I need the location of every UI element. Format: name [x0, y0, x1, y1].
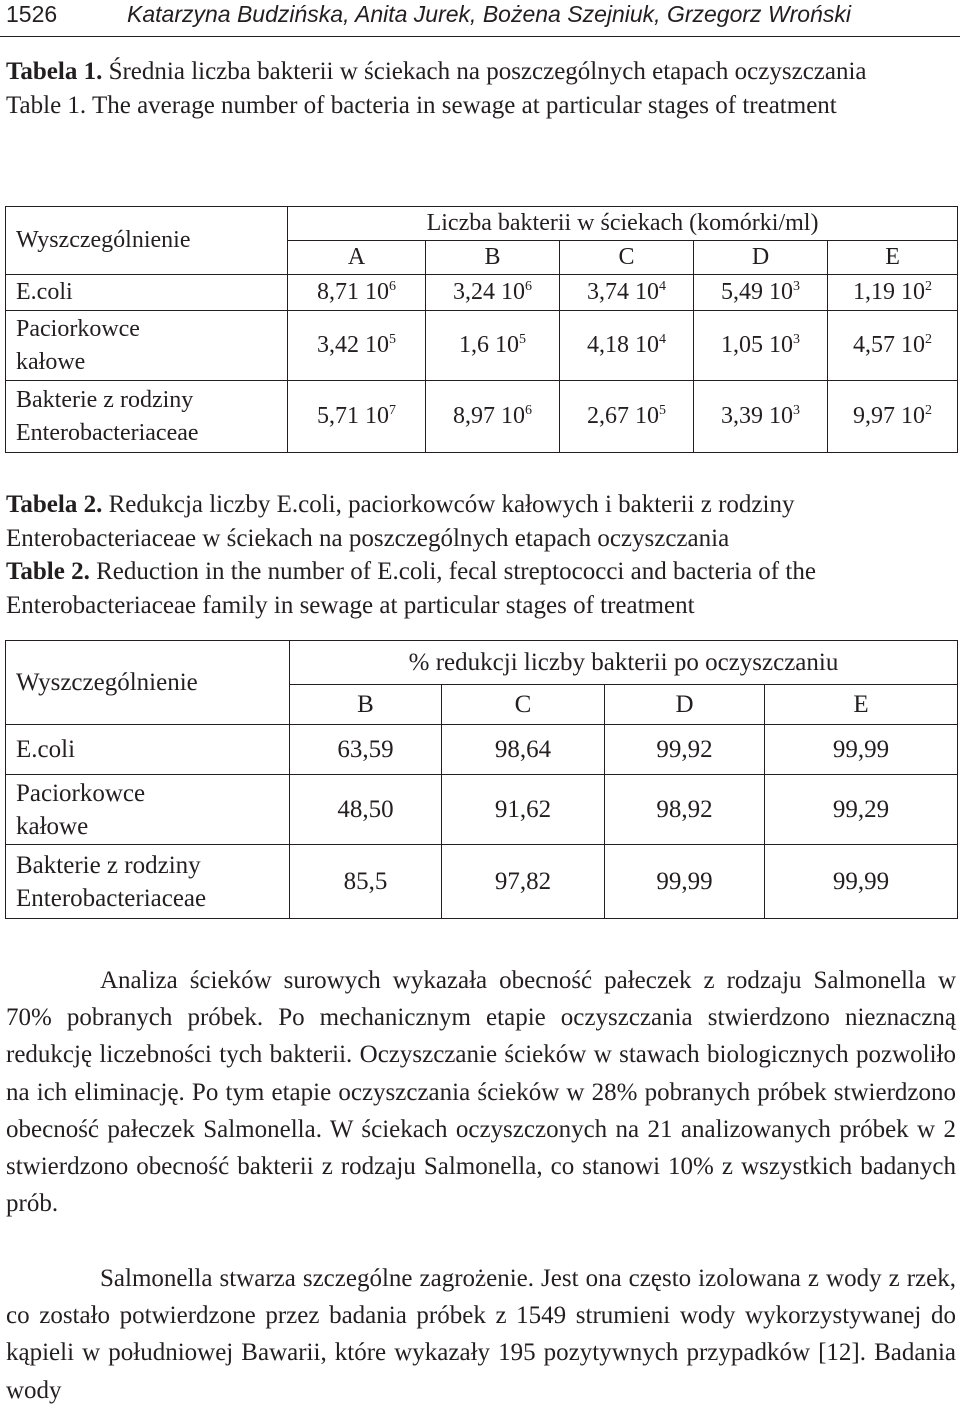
- table2-caption: [6, 488, 946, 622]
- table2-col-header: C: [442, 685, 605, 725]
- body-paragraph: Analiza ścieków surowych wykazała obecność pałeczek z rodzaju Salmonella w 70% pobranych próbek. Po mechanicznym etapie oczyszczania stwierdzono nieznaczną redukcję liczebności tych bakterii. Oczyszczanie ścieków w stawach biologicznych pozwoliło na ich eliminację. Po tym etapie oczyszczania ścieków w 28% pobranych próbek stwierdzono obecność pałeczek Salmonella. W ściekach oczyszczonych na 21 analizowanych próbek w 2 stwierdzono obecność bakterii z rodzaju Salmonella, co stanowi 10% z wszystkich badanych prób.: [6, 967, 956, 1218]
- table1-caption-pl-text: Średnia liczba bakterii w ściekach na poszczególnych etapach oczyszczania: [102, 58, 867, 85]
- table1-caption-pl-label: Tabela 1.: [6, 58, 103, 85]
- table-cell: 8,71 $10^6$: [288, 275, 426, 311]
- table1-caption-pl: [6, 55, 946, 89]
- row-label: Paciorkowce kałowe: [6, 775, 290, 845]
- table2-caption-pl-text: Redukcja liczby E.coli, paciorkowców kałowych i bakterii z rodziny Enterobacteriaceae w ściekach na poszczególnych etapach oczyszczania: [6, 491, 795, 552]
- row-label: Paciorkowce kałowe: [6, 311, 288, 381]
- table2-caption-pl-label: Tabela 2.: [6, 491, 103, 518]
- table-cell: 99,99: [605, 845, 765, 919]
- table-cell: 2,67 $10^5$: [560, 381, 694, 453]
- table-cell: 91,62: [442, 775, 605, 845]
- table-cell: 3,42 $10^5$: [288, 311, 426, 381]
- table1-col-header: B: [426, 241, 560, 275]
- table2-row-header: Wyszczególnienie: [6, 641, 290, 725]
- table-row: [6, 311, 958, 381]
- page-number: 1526: [6, 1, 58, 27]
- table-cell: 1,05 $10^3$: [694, 311, 828, 381]
- table-row: [6, 275, 958, 311]
- table2-header-row: [6, 641, 958, 685]
- table-row: [6, 775, 958, 845]
- table2-caption-en-text: Reduction in the number of E.coli, fecal streptococci and bacteria of the Enterobacteriaceae family in sewage at particular stages of treatment: [6, 558, 816, 619]
- table-cell: 99,92: [605, 725, 765, 775]
- table-cell: 5,71 $10^7$: [288, 381, 426, 453]
- table1-col-header: D: [694, 241, 828, 275]
- table-cell: 4,57 $10^2$: [828, 311, 958, 381]
- table-cell: 4,18 $10^4$: [560, 311, 694, 381]
- table-cell: 3,24 $10^6$: [426, 275, 560, 311]
- table-cell: 9,97 $10^2$: [828, 381, 958, 453]
- table2-caption-pl: [6, 488, 946, 555]
- table1-col-header: E: [828, 241, 958, 275]
- table-row: [6, 381, 958, 453]
- table-cell: 1,6 $10^5$: [426, 311, 560, 381]
- table1-header-row: [6, 207, 958, 241]
- body-paragraph: Salmonella stwarza szczególne zagrożenie. Jest ona często izolowana z wody z rzek, co zostało potwierdzone przez badania próbek z 1549 strumieni wody wykorzystywanej do kąpieli w południowej Bawarii, które wykazały 195 pozytywnych przypadków [12]. Badania wody: [6, 1265, 956, 1404]
- table-cell: 1,19 $10^2$: [828, 275, 958, 311]
- running-header: [0, 0, 960, 30]
- table2-group-header: % redukcji liczby bakterii po oczyszczaniu: [290, 641, 958, 685]
- table1-caption-en: [6, 89, 946, 123]
- table1-caption-en-label: Table 1.: [6, 91, 87, 119]
- row-label: Bakterie z rodziny Enterobacteriaceae: [6, 845, 290, 919]
- table-cell: 8,97 $10^6$: [426, 381, 560, 453]
- table2: [5, 640, 958, 919]
- table-cell: 98,64: [442, 725, 605, 775]
- running-header-authors: Katarzyna Budzińska, Anita Jurek, Bożena Szejniuk, Grzegorz Wroński: [127, 1, 851, 27]
- table-cell: 97,82: [442, 845, 605, 919]
- table-cell: 3,74 $10^4$: [560, 275, 694, 311]
- table2-col-header: E: [765, 685, 958, 725]
- header-rule: [0, 36, 960, 37]
- table2-caption-en: [6, 555, 946, 622]
- table-row: [6, 845, 958, 919]
- table-cell: 98,92: [605, 775, 765, 845]
- table1: [5, 206, 958, 453]
- table1-caption: [6, 55, 946, 122]
- table-cell: 99,99: [765, 725, 958, 775]
- table2-caption-en-label: Table 2.: [6, 558, 90, 585]
- table2-col-header: B: [290, 685, 442, 725]
- table-cell: 5,49 $10^3$: [694, 275, 828, 311]
- table-cell: 3,39 $10^3$: [694, 381, 828, 453]
- row-label: Bakterie z rodziny Enterobacteriaceae: [6, 381, 288, 453]
- row-label: E.coli: [6, 275, 288, 311]
- table-cell: 63,59: [290, 725, 442, 775]
- table-cell: 99,99: [765, 845, 958, 919]
- table-cell: 99,29: [765, 775, 958, 845]
- table1-col-header: C: [560, 241, 694, 275]
- table1-row-header: Wyszczególnienie: [6, 207, 288, 275]
- table2-col-header: D: [605, 685, 765, 725]
- table1-caption-en-text: The average number of bacteria in sewage at particular stages of treatment: [86, 91, 837, 119]
- row-label: E.coli: [6, 725, 290, 775]
- table1-group-header: Liczba bakterii w ściekach (komórki/ml): [288, 207, 958, 241]
- table-row: [6, 725, 958, 775]
- table-cell: 85,5: [290, 845, 442, 919]
- table1-col-header: A: [288, 241, 426, 275]
- table-cell: 48,50: [290, 775, 442, 845]
